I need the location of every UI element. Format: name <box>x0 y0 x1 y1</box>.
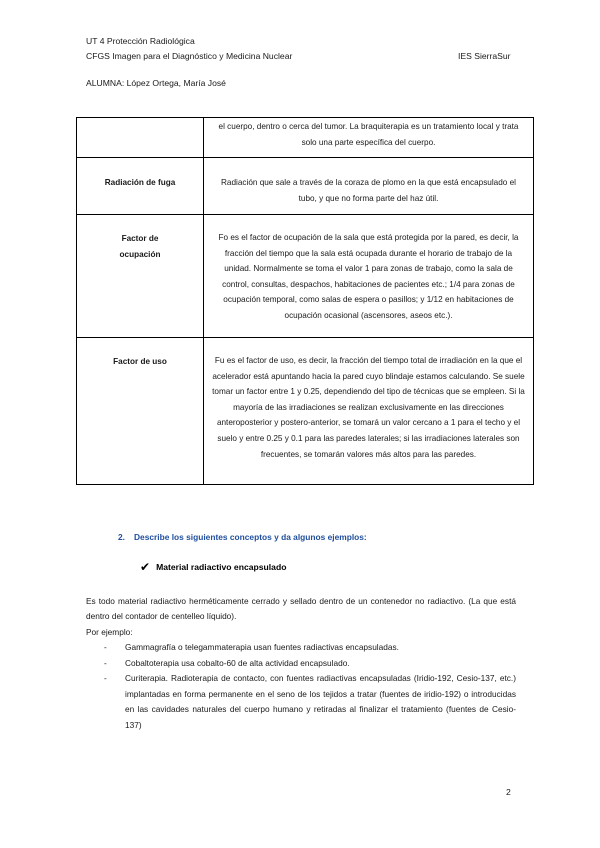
definition-cell <box>204 118 534 158</box>
definition-paragraph: Es todo material radiactivo herméticamente cerrado y sellado dentro de un contenedor no radiactivo. (La que está dentro del contador de centelleo líquido). <box>86 596 516 621</box>
page-number: 2 <box>506 787 511 797</box>
header-student: ALUMNA: López Ortega, María José <box>86 78 226 88</box>
term-cell <box>77 338 204 485</box>
bullet-dash: - <box>104 673 107 684</box>
definition-text: Radiación que sale a través de la coraza de plomo en la que está encapsulado el tubo, y que no forma parte del haz útil. <box>221 178 516 203</box>
term-label <box>77 118 203 120</box>
table-row <box>77 158 534 215</box>
list-item-text: Cobaltoterapia usa cobalto-60 de alta actividad encapsulado. <box>125 657 350 668</box>
header-school: IES SierraSur <box>458 51 511 61</box>
list-item <box>104 640 516 656</box>
concepts-table <box>76 117 534 485</box>
definition-text: el cuerpo, dentro o cerca del tumor. La braquiterapia es un tratamiento local y trata solo una parte específica del cuerpo. <box>218 122 519 147</box>
list-item-text: Gammagrafía o telegammaterapia usan fuentes radiactivas encapsuladas. <box>125 642 399 652</box>
term-label: Factor de ocupación <box>119 234 161 259</box>
definition-cell <box>204 158 534 215</box>
list-item <box>104 656 516 672</box>
list-item-text: Curiterapia. Radioterapia de contacto, con fuentes radiactivas encapsuladas (Iridio-192, Cesio-137, etc.) implantadas en forma permanente en el seno de los tejidos a tratar (fuentes de iridio-192) o introducidas en las cavidades naturales del cuerpo humano y retiradas al finalizar el tratamiento (fuentes de Cesio-137) <box>125 673 516 730</box>
subheading-text: Material radiactivo encapsulado <box>156 562 287 572</box>
definition-text: Fo es el factor de ocupación de la sala que está protegida por la pared, es decir, la fracción del tiempo que la sala está ocupada durante el horario de trabajo de la unidad. Normalmente se toma el valor 1 para zonas de trabajo, como la sala de control, consultas, despachos, habitaciones de pacientes etc.; 1/4 para zonas de ocupación temporal, como salas de espera o pasillos; y 1/12 en habitaciones de ocupación ocasional (ascensores, aseos etc.). <box>218 233 519 320</box>
definition-text: Fu es el factor de uso, es decir, la fracción del tiempo total de irradiación en la que el acelerador está apuntando hacia la pared cuyo blindaje estamos calculando. Se suele tomar un factor entre 1 y 0.25, dependiendo del tipo de técnicas que se empleen. Si la mayoría de las irradiaciones se realizan exclusivamente en las direcciones anteroposterior y postero-anterior, se tomará un valor cercano a 1 para el techo y el suelo y entre 0.25 y 0.1 para las paredes laterales; si las irradiaciones laterales son frecuentes, se tomarán valores más altos para las paredes. <box>212 356 525 459</box>
term-cell <box>77 158 204 215</box>
examples-intro: Por ejemplo: <box>86 627 133 637</box>
question-text: Describe los siguientes conceptos y da algunos ejemplos: <box>134 532 367 542</box>
table-row <box>77 338 534 485</box>
checkmark-icon: ✔ <box>140 560 151 574</box>
header-course-unit: UT 4 Protección Radiológica <box>86 36 195 46</box>
term-cell <box>77 215 204 338</box>
table-row <box>77 215 534 338</box>
header-program: CFGS Imagen para el Diagnóstico y Medicina Nuclear <box>86 51 293 61</box>
definition-cell <box>204 338 534 485</box>
definition-cell <box>204 215 534 338</box>
question-heading <box>118 532 367 542</box>
bullet-dash: - <box>104 642 107 652</box>
term-cell <box>77 118 204 158</box>
subheading <box>140 560 286 574</box>
table-row <box>77 118 534 158</box>
list-item <box>104 671 516 733</box>
term-label: Factor de uso <box>113 357 167 366</box>
examples-list <box>104 640 516 734</box>
term-label: Radiación de fuga <box>104 178 176 187</box>
bullet-dash: - <box>104 657 107 668</box>
question-number: 2. <box>118 532 125 542</box>
